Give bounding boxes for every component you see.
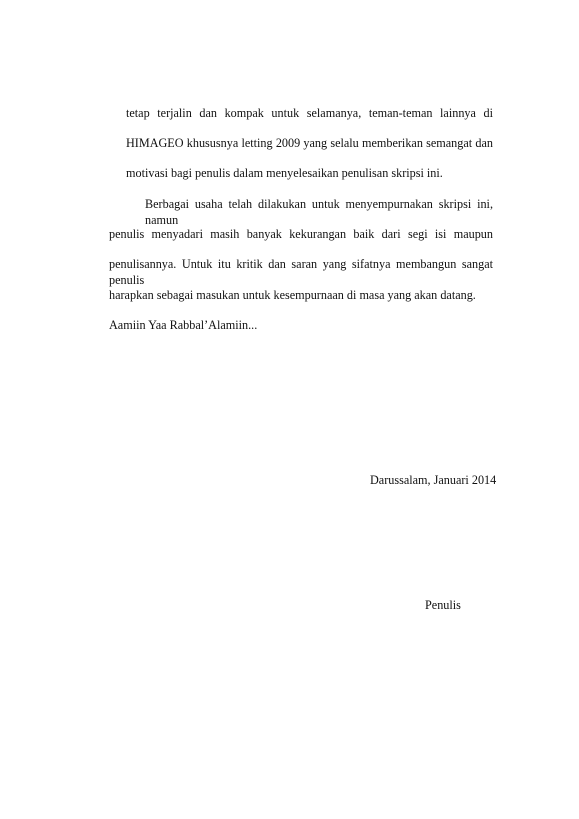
list-continuation-line-1: tetap terjalin dan kompak untuk selamanya, teman-teman lainnya di <box>126 106 493 120</box>
author-signature: Penulis <box>425 598 461 612</box>
paragraph-line-1: Berbagai usaha telah dilakukan untuk menyempurnakan skripsi ini, namun <box>145 197 493 227</box>
paragraph-line-2: penulis menyadari masih banyak kekurangan baik dari segi isi maupun <box>109 227 493 241</box>
paragraph-line-3: penulisannya. Untuk itu kritik dan saran yang sifatnya membangun sangat penulis <box>109 257 493 287</box>
list-continuation-line-2: HIMAGEO khususnya letting 2009 yang selalu memberikan semangat dan <box>126 136 493 150</box>
paragraph-line-4: harapkan sebagai masukan untuk kesempurnaan di masa yang akan datang. <box>109 288 476 302</box>
closing-prayer: Aamiin Yaa Rabbal’Alamiin... <box>109 318 258 332</box>
place-date: Darussalam, Januari 2014 <box>370 473 497 487</box>
list-continuation-line-3: motivasi bagi penulis dalam menyelesaikan penulisan skripsi ini. <box>126 166 443 180</box>
